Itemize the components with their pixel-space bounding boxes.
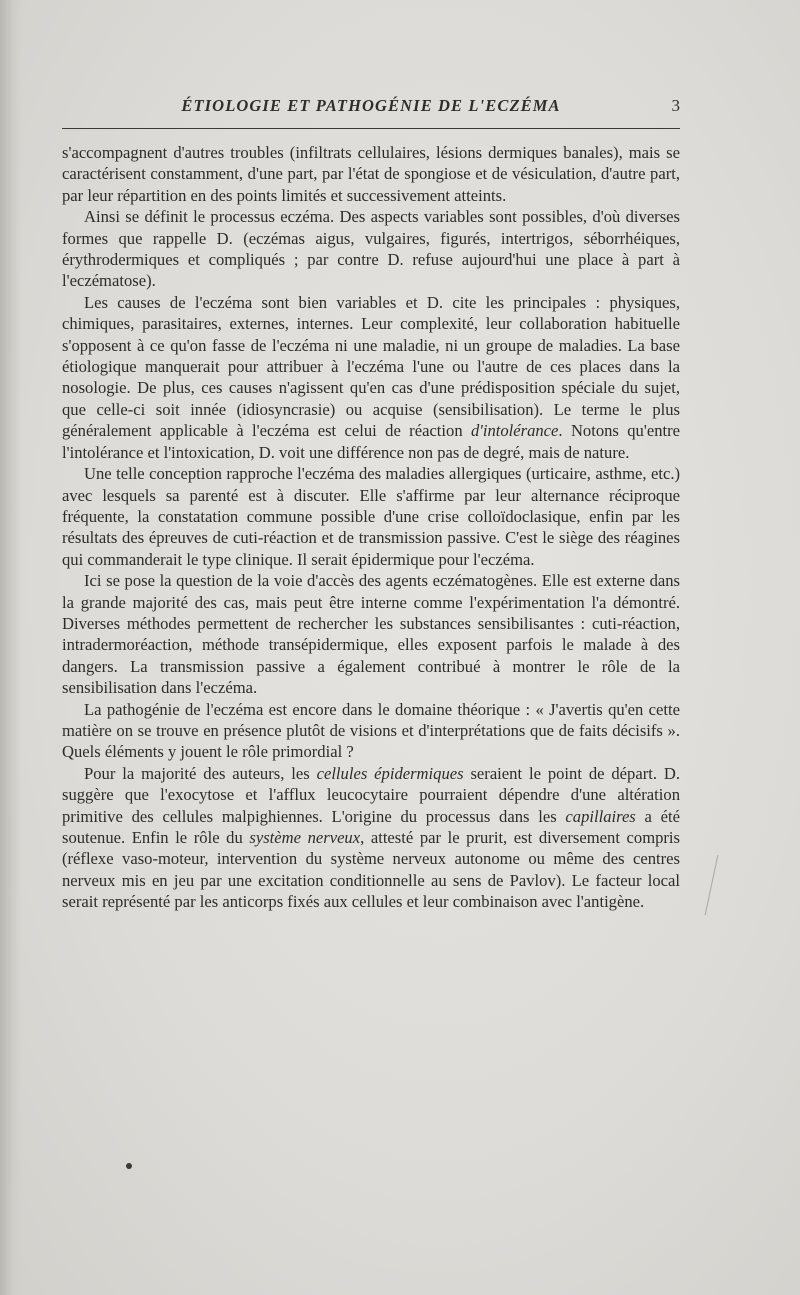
running-title: ÉTIOLOGIE ET PATHOGÉNIE DE L'ECZÉMA [181,96,561,115]
paragraph-4: Une telle conception rapproche l'eczéma des maladies allergiques (urticaire, asthme, etc.) avec lesquels sa parenté est à discuter. Elle s'affirme par leur alternance réciproque fréquente, la constatation commune possible d'une crise colloïdoclasique, enfin par les résultats des épreuves de cuti-réaction et de transmission passive. C'est le siège des réagines qui commanderait le type clinique. Il serait épidermique pour l'eczéma. [62,464,680,569]
paragraph-7 [62,763,680,913]
paragraph-7-text-a: Pour la majorité des auteurs, les [84,763,317,783]
ink-spot [126,1163,132,1169]
term-capillaires: capillaires [565,806,636,826]
paragraph-7-text-d: , attesté par le prurit, est diversement compris (réflexe vaso-moteur, intervention du système nerveux autonome ou même des centres nerveux mis en jeu par une excitation conditionnelle au sens de Pavlov). Le facteur local serait représenté par les anticorps fixés aux cellules et leur combinaison avec l'antigène. [62,828,680,912]
paragraph-3-text-b: . Notons qu'entre l'intolérance et l'intoxication, D. voit une différence non pas de degré, mais de nature. [62,421,680,462]
page-number: 3 [671,96,680,115]
paragraph-6: La pathogénie de l'eczéma est encore dans le domaine théorique : « J'avertis qu'en cette matière on se trouve en présence plutôt de visions et d'interprétations que de faits décisifs ». Quels éléments y jouent le rôle primordial ? [62,699,680,762]
term-cellules-epidermiques: cellules épidermiques [316,763,464,783]
paragraph-3 [62,292,680,463]
margin-pencil-mark [699,855,719,915]
paragraph-5: Ici se pose la question de la voie d'accès des agents eczématogènes. Elle est externe dans la grande majorité des cas, mais peut être interne comme l'expérimentation l'a démontré. Diverses méthodes permettent de rechercher les substances sensibilisantes : cuti-réaction, intradermoréaction, méthode transépidermique, elles exposent parfois le malade à des dangers. La transmission passive a également contribué à montrer le rôle de la sensibilisation dans l'eczéma. [62,571,680,698]
paragraph-3-text-a: Les causes de l'eczéma sont bien variables et D. cite les principales : physiques, chimiques, parasitaires, externes, internes. Leur complexité, leur collaboration habituelle s'opposent à ce qu'on fasse de l'eczéma ni une maladie, ni un groupe de maladies. La base étiologique manquerait pour attribuer à l'eczéma l'une ou l'autre de ces places dans la nosologie. De plus, ces causes n'agissent qu'en cas d'une prédisposition spéciale du sujet, que celle-ci soit innée (idiosyncrasie) ou acquise (sensibilisation). Le terme le plus généralement applicable à l'eczéma est celui de réaction [62,292,680,441]
term-intolerance: d'intolérance [471,421,559,441]
paragraph-2: Ainsi se définit le processus eczéma. Des aspects variables sont possibles, d'où diverses formes que rappelle D. (eczémas aigus, vulgaires, figurés, intertrigos, séborrhéiques, érythrodermiques et compliqués ; par contre D. refuse aujourd'hui une place à part à l'eczématose). [62,207,680,291]
body-text [62,142,680,913]
header-rule [62,128,680,129]
binding-shadow [0,0,22,1295]
paragraph-7-text-b: seraient le point de départ. D. suggère que l'exocytose et l'afflux leucocytaire pourraient dépendre d'une altération primitive des cellules malpighiennes. L'origine du processus dans les [62,763,681,826]
paragraph-1: s'accompagnent d'autres troubles (infiltrats cellulaires, lésions dermiques banales), mais se caractérisent constamment, d'une part, par l'état de spongiose et de vésiculation, d'autre part, par leur répartition en des points limités et successivement atteints. [62,143,680,205]
term-systeme-nerveux: système nerveux [249,828,361,847]
paragraph-7-text-c: a été soutenue. Enfin le rôle du [62,806,680,847]
page-header [62,96,680,122]
